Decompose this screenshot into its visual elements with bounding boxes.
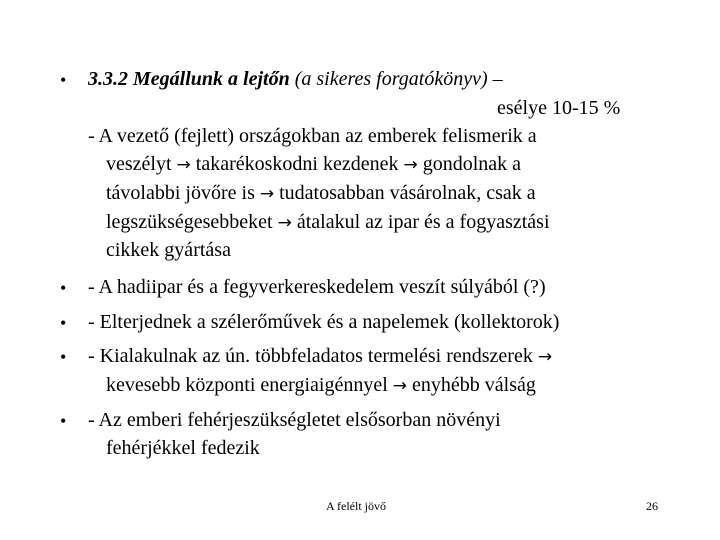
item1-title-bold: 3.3.2 Megállunk a lejtőn [88, 68, 290, 90]
item1-sub-line2 [106, 152, 521, 177]
item1-sub-line3a: távolabbi jövőre is [106, 182, 255, 204]
item1-sub-line3b: tudatosabban vásárolnak, csak a [279, 182, 536, 204]
item5-line2: fehérjékkel fedezik [106, 437, 260, 459]
item5-line1: - Az emberi fehérjeszükségletet elsősorban növényi [88, 409, 501, 431]
item1-sub-line2c: gondolnak a [422, 153, 522, 175]
footer-title: A felélt jövő [326, 499, 386, 513]
item3-text: - Elterjednek a szélerőművek és a napelemek (kollektorok) [88, 311, 560, 333]
bullet-2: • [60, 278, 67, 298]
arrow-icon: → [277, 213, 292, 233]
bullet-4: • [60, 347, 67, 367]
arrow-icon: → [176, 155, 191, 175]
item4-line2 [106, 373, 536, 398]
item1-title-rest: (a sikeres forgatókönyv) – [289, 68, 503, 90]
item1-sub-line3 [106, 181, 536, 206]
bullet-3: • [60, 313, 67, 333]
item1-title-line [88, 67, 503, 91]
item1-sub-line1: - A vezető (fejlett) országokban az emberek felismerik a [88, 125, 537, 147]
item4-line2a: kevesebb központi energiaigénnyel [106, 374, 388, 396]
arrow-icon: → [259, 184, 275, 204]
item1-sub-line4a: legszükségesebbeket [106, 211, 273, 233]
item1-line2: esélye 10-15 % [497, 97, 621, 119]
arrow-icon: → [403, 155, 418, 175]
item4-line1 [88, 344, 552, 369]
item1-sub-line2b: takarékoskodni kezdenek [195, 153, 399, 175]
bullet-5: • [60, 411, 67, 431]
item1-sub-line5: cikkek gyártása [106, 239, 231, 261]
item4-line1-text: - Kialakulnak az ún. többfeladatos termelési rendszerek [88, 345, 533, 367]
item1-sub-line4b: átalakul az ipar és a fogyasztási [296, 211, 550, 233]
arrow-icon: → [392, 376, 408, 396]
arrow-icon: → [537, 347, 553, 367]
item1-sub-line4 [106, 210, 550, 235]
item4-line2b: enyhébb válság [412, 374, 536, 396]
bullet-1: • [60, 70, 67, 90]
item2-text: - A hadiipar és a fegyverkereskedelem veszít súlyából (?) [88, 276, 546, 298]
page-number: 26 [646, 499, 658, 513]
item1-sub-line2a: veszélyt [106, 153, 172, 175]
